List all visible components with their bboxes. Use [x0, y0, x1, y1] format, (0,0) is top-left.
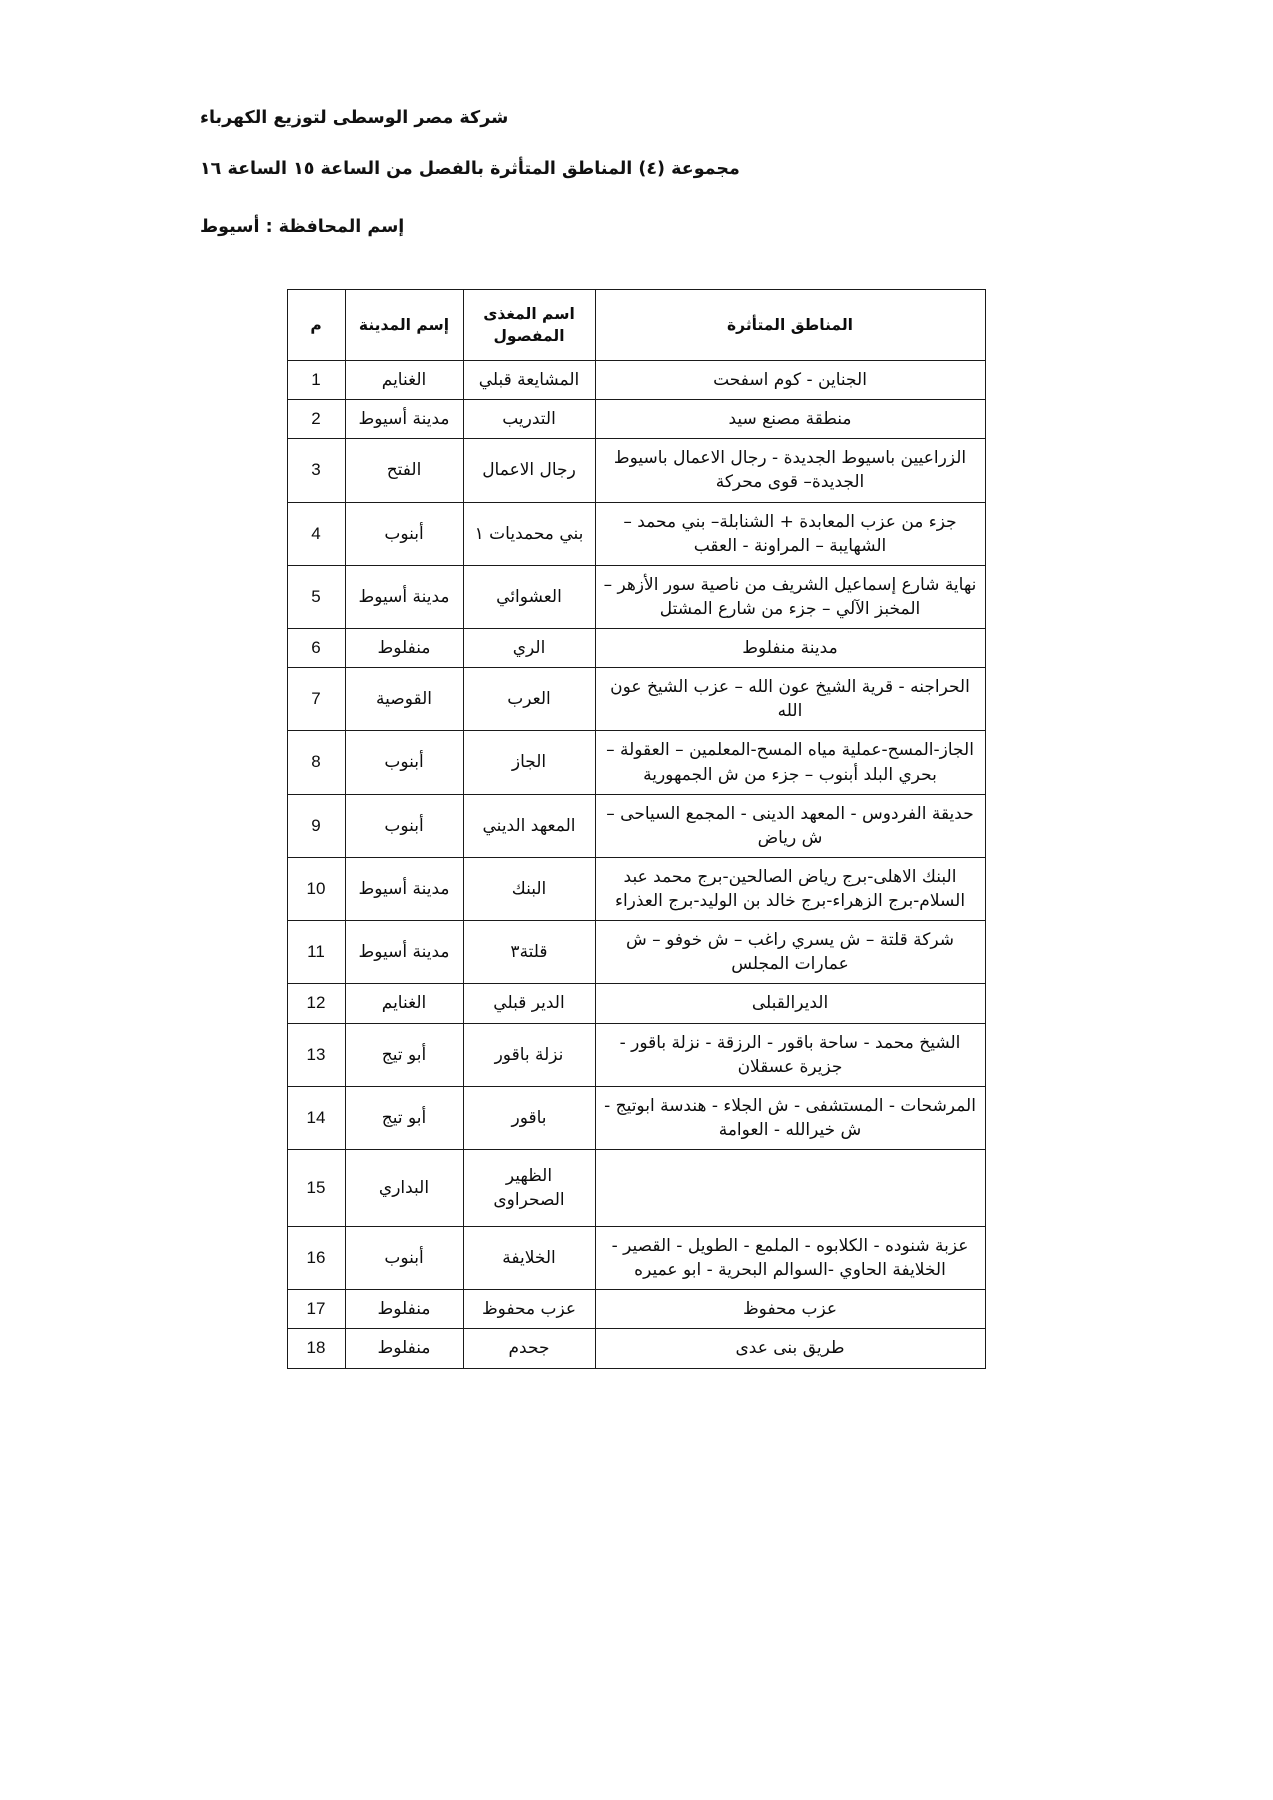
cell-city-name: الغنايم: [345, 984, 463, 1023]
cell-row-number: 6: [287, 629, 345, 668]
table-row: [287, 565, 985, 628]
cell-row-number: 16: [287, 1227, 345, 1290]
cell-row-number: 18: [287, 1329, 345, 1368]
cell-row-number: 14: [287, 1086, 345, 1149]
table-row: [287, 984, 985, 1023]
cell-city-name: مدينة أسيوط: [345, 857, 463, 920]
cell-feeder-name: الخلايفة: [463, 1227, 595, 1290]
table-row: [287, 921, 985, 984]
cell-feeder-name: البنك: [463, 857, 595, 920]
cell-city-name: أبنوب: [345, 731, 463, 794]
table-row: [287, 629, 985, 668]
table-row: [287, 1086, 985, 1149]
cell-affected-areas: جزء من عزب المعابدة + الشنابلة– بني محمد – الشهايبة – المراونة - العقب: [595, 502, 985, 565]
cell-affected-areas: شركة قلتة – ش يسري راغب – ش خوفو – ش عمارات المجلس: [595, 921, 985, 984]
cell-feeder-name: عزب محفوظ: [463, 1290, 595, 1329]
document-header: [0, 108, 1273, 237]
cell-row-number: 2: [287, 400, 345, 439]
cell-row-number: 8: [287, 731, 345, 794]
table-row: [287, 502, 985, 565]
cell-city-name: مدينة أسيوط: [345, 921, 463, 984]
cell-feeder-name: الدير قبلي: [463, 984, 595, 1023]
table-header-row: [287, 290, 985, 361]
cell-city-name: أبنوب: [345, 502, 463, 565]
cell-affected-areas: الزراعيين باسيوط الجديدة - رجال الاعمال باسيوط الجديدة– قوى محركة: [595, 439, 985, 502]
cell-row-number: 9: [287, 794, 345, 857]
cell-feeder-name: المشايعة قبلي: [463, 361, 595, 400]
cell-row-number: 13: [287, 1023, 345, 1086]
cell-feeder-name: الري: [463, 629, 595, 668]
table-row: [287, 731, 985, 794]
cell-feeder-name: الجاز: [463, 731, 595, 794]
cell-city-name: أبو تيج: [345, 1086, 463, 1149]
cell-feeder-name: الظهير الصحراوى: [463, 1150, 595, 1227]
cell-affected-areas: البنك الاهلى-برج رياض الصالحين-برج محمد عبد السلام-برج الزهراء-برج خالد بن الوليد-برج العذراء: [595, 857, 985, 920]
table-row: [287, 1227, 985, 1290]
cell-city-name: القوصية: [345, 668, 463, 731]
cell-affected-areas: المرشحات - المستشفى - ش الجلاء - هندسة ابوتيج - ش خيرالله - العوامة: [595, 1086, 985, 1149]
cell-city-name: أبنوب: [345, 1227, 463, 1290]
cell-row-number: 10: [287, 857, 345, 920]
cell-city-name: مدينة أسيوط: [345, 565, 463, 628]
table-row: [287, 794, 985, 857]
cell-feeder-name: العشوائي: [463, 565, 595, 628]
cell-affected-areas: نهاية شارع إسماعيل الشريف من ناصية سور الأزهر – المخبز الآلي – جزء من شارع المشتل: [595, 565, 985, 628]
table-row: [287, 400, 985, 439]
group-schedule-line: مجموعة (٤) المناطق المتأثرة بالفصل من الساعة ١٥ الساعة ١٦: [200, 159, 740, 179]
governorate-line: إسم المحافظة : أسيوط: [200, 217, 405, 237]
cell-city-name: منفلوط: [345, 1329, 463, 1368]
cell-affected-areas: عزب محفوظ: [595, 1290, 985, 1329]
cell-feeder-name: رجال الاعمال: [463, 439, 595, 502]
table-row: [287, 439, 985, 502]
table-row: [287, 1329, 985, 1368]
cell-affected-areas: مدينة منفلوط: [595, 629, 985, 668]
cell-city-name: أبنوب: [345, 794, 463, 857]
cell-row-number: 12: [287, 984, 345, 1023]
table-row: [287, 361, 985, 400]
column-header-feeder: اسم المغذى المفصول: [463, 290, 595, 361]
cell-city-name: مدينة أسيوط: [345, 400, 463, 439]
table-header: [287, 290, 985, 361]
cell-affected-areas: طريق بنى عدى: [595, 1329, 985, 1368]
cell-row-number: 3: [287, 439, 345, 502]
cell-feeder-name: العرب: [463, 668, 595, 731]
cell-affected-areas: الشيخ محمد - ساحة باقور - الرزقة - نزلة باقور - جزيرة عسقلان: [595, 1023, 985, 1086]
cell-city-name: أبو تيج: [345, 1023, 463, 1086]
company-name: شركة مصر الوسطى لتوزيع الكهرباء: [200, 108, 509, 128]
cell-row-number: 15: [287, 1150, 345, 1227]
cell-affected-areas: الحراجنه - قرية الشيخ عون الله – عزب الشيخ عون الله: [595, 668, 985, 731]
cell-row-number: 5: [287, 565, 345, 628]
table-body: [287, 361, 985, 1369]
cell-city-name: منفلوط: [345, 629, 463, 668]
column-header-num: م: [287, 290, 345, 361]
cell-row-number: 4: [287, 502, 345, 565]
cell-city-name: الفتح: [345, 439, 463, 502]
cell-feeder-name: باقور: [463, 1086, 595, 1149]
column-header-areas: المناطق المتأثرة: [595, 290, 985, 361]
table-row: [287, 857, 985, 920]
cell-affected-areas: الجاز-المسح-عملية مياه المسح-المعلمين – العقولة – بحري البلد أبنوب – جزء من ش الجمهورية: [595, 731, 985, 794]
cell-affected-areas: الديرالقبلى: [595, 984, 985, 1023]
cell-feeder-name: التدريب: [463, 400, 595, 439]
cell-row-number: 7: [287, 668, 345, 731]
cell-city-name: البداري: [345, 1150, 463, 1227]
cell-affected-areas: حديقة الفردوس - المعهد الدينى - المجمع السياحى – ش رياض: [595, 794, 985, 857]
cell-row-number: 1: [287, 361, 345, 400]
outage-table: [287, 289, 986, 1369]
column-header-city: إسم المدينة: [345, 290, 463, 361]
cell-affected-areas: عزبة شنوده - الكلابوه - الملمع - الطويل - القصير - الخلايفة الحاوي -السوالم البحرية - ابو عميره: [595, 1227, 985, 1290]
table-row: [287, 1290, 985, 1329]
table-row: [287, 1150, 985, 1227]
cell-feeder-name: قلتة٣: [463, 921, 595, 984]
cell-feeder-name: المعهد الديني: [463, 794, 595, 857]
cell-feeder-name: نزلة باقور: [463, 1023, 595, 1086]
table-row: [287, 668, 985, 731]
cell-city-name: الغنايم: [345, 361, 463, 400]
outage-table-container: [288, 289, 986, 1369]
cell-city-name: منفلوط: [345, 1290, 463, 1329]
cell-affected-areas: [595, 1150, 985, 1227]
cell-row-number: 17: [287, 1290, 345, 1329]
cell-row-number: 11: [287, 921, 345, 984]
cell-feeder-name: بني محمديات ١: [463, 502, 595, 565]
table-row: [287, 1023, 985, 1086]
cell-affected-areas: الجناين - كوم اسفحت: [595, 361, 985, 400]
cell-affected-areas: منطقة مصنع سيد: [595, 400, 985, 439]
cell-feeder-name: جحدم: [463, 1329, 595, 1368]
